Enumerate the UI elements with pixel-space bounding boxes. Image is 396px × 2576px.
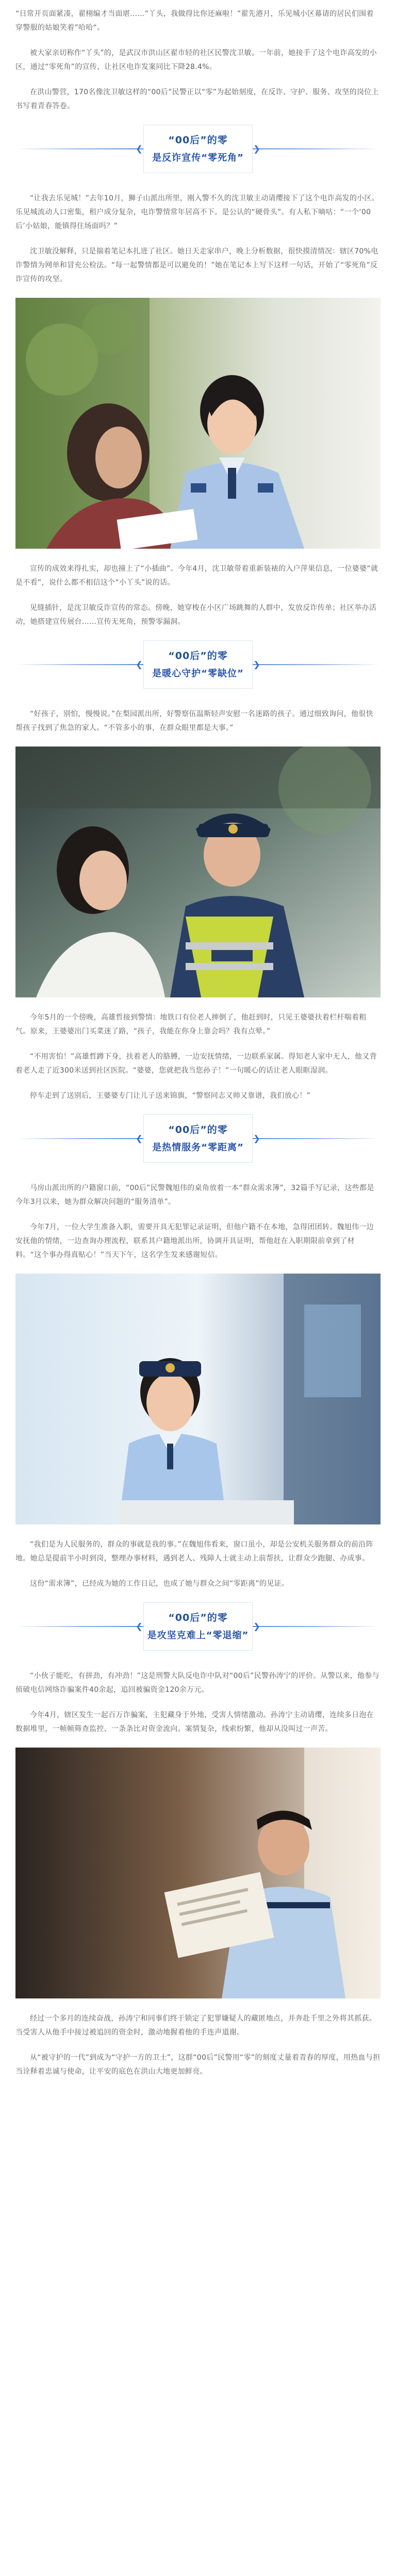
banner-box — [136, 125, 260, 173]
section-1-paragraph: 宣传的成效来得扎实，却也撞上了“小插曲”。今年4月，沈卫敏带着重新装裱的入户萍果信息，一位婆婆“就是不看”，说什么都不相信这个“小丫头”说的话。 — [15, 565, 378, 587]
chevron-right-icon: ❯ — [253, 144, 260, 154]
section-2-paragraph: 停车走到了送别后，王婆婆专门让儿子送来锦旗，“警察同志又帅又靠谱，我们放心！” — [30, 1092, 311, 1100]
intro-paragraph-3: 在洪山警营，170名像沈卫敏这样的“00后”民警正以“零”为起始刻度，在反诈、守护、服务、攻坚的岗位上书写着青春答卷。 — [15, 88, 379, 110]
banner-box — [136, 1602, 260, 1651]
section-1-subtitle: 是反诈宣传“零死角” — [152, 152, 244, 163]
section-4-title: “00后”的零 — [168, 1612, 228, 1623]
section-2-paragraph: “好孩子，别怕，慢慢说。”在梨园派出所，好警察伍温斯轻声安慰一名迷路的孩子。通过细致询问，他很快帮孩子找到了焦急的家人。“不管多小的事，在群众眼里都是大事。” — [15, 710, 373, 732]
photo-illustration — [15, 298, 381, 549]
chevron-left-icon: ❮ — [136, 1621, 143, 1631]
section-4-subtitle: 是攻坚克难上“零退缩” — [147, 1630, 249, 1641]
intro-paragraph-2: 被大家亲切称作“丫头”的，是武汉市洪山区翟市轻的社区民警沈卫敏。一年前，她接手了这个电诈高发的小区，通过“零死角”的宣传，让社区电诈发案同比下降28.4%。 — [15, 49, 377, 71]
section-4-paragraph: 经过一个多月的连续奋战，孙涛宁和同事们终于锁定了犯罪嫌疑人的藏匿地点，并奔赴千里之外将其抓获。当受害人从他手中接过被追回的资金时，激动地握着他的手连声道谢。 — [15, 2014, 377, 2037]
section-3-banner — [15, 1114, 381, 1168]
section-3-paragraph: “我们是为人民服务的，群众的事就是我的事。”在魏旭伟看来，窗口虽小，却是公安机关服务群众的前沿阵地。她总是提前半小时到岗，整理办事材料，遇到老人、残障人士就主动上前帮扶，让群众少跑腿、办成事。 — [15, 1540, 373, 1563]
photo-policeman-with-child — [15, 747, 381, 997]
photo-illustration — [15, 1274, 381, 1524]
section-1-paragraph: 见缝插针，是沈卫敏反诈宣传的常态。傍晚，她穿梭在小区广场跳舞的人群中，发放反诈传单；社区举办活动，她搭建宣传展台……宣传无死角，预警零漏洞。 — [15, 604, 377, 626]
section-4-paragraph: 从“被守护的一代”到成为“守护一方的卫士”，这群“00后”民警用“零”的刻度丈量着青春的厚度，用热血与担当诠释着忠诚与使命，让平安的底色在洪山大地更加鲜亮。 — [15, 2054, 381, 2076]
section-3-subtitle: 是热情服务“零距离” — [152, 1142, 244, 1153]
section-2-title: “00后”的零 — [168, 650, 228, 662]
chevron-right-icon: ❯ — [253, 1133, 260, 1143]
chevron-left-icon: ❮ — [136, 1133, 143, 1143]
section-2-subtitle: 是暖心守护“零缺位” — [152, 668, 244, 679]
banner-box — [136, 1114, 260, 1163]
section-3-paragraph: 这份“需求簿”，已经成为她的工作日记，也成了她与群众之间“零距离”的见证。 — [30, 1580, 289, 1588]
photo-policewoman-at-window — [15, 1274, 381, 1524]
chevron-left-icon: ❮ — [136, 144, 143, 154]
intro-paragraph-1: “日常开页面紧凑，翟栩编才当面堪……”丫头，我做得比你还麻啦！”翟先港月，乐见城小区幕请的居民们围着穿警服的姑娘笑着”哈哈“。 — [15, 10, 374, 32]
photo-illustration — [15, 747, 381, 997]
section-2-banner — [15, 640, 381, 694]
photo-policewoman-with-resident — [15, 298, 381, 549]
section-2-paragraph: “不用害怕！”高雄哲蹲下身，扶着老人的胳膊，一边安抚情绪，一边联系家属。得知老人家中无人，他又背着老人走了近300米送到社区医院。“婆婆，您就把我当您孙子！”一句暖心的话让老人眼眶湿润。 — [15, 1053, 377, 1075]
section-4-banner — [15, 1602, 381, 1656]
section-1-banner — [15, 125, 381, 178]
section-4-paragraph: “小伙子能吃，有拼劲，有冲劲！”这是刑警大队反电诈中队对“00后”民警孙涛宁的评价。从警以来，他参与侦破电信网络诈骗案件40余起，追回被骗资金120余万元。 — [15, 1672, 380, 1694]
section-3-paragraph: 今年7月，一位大学生准备入职，需要开具无犯罪记录证明，但他户籍不在本地，急得团团转。魏旭伟一边安抚他的情绪，一边查询办理流程，联系其户籍地派出所，协调开具证明，帮他赶在入职期限前拿到了材料。“这个事办得真贴心！”当天下午，这名学生发来感谢短信。 — [15, 1223, 374, 1259]
section-1-paragraph: 沈卫敏没解释，只是揣着笔记本扎进了社区。她日天走家串户，晚上分析数据，很快摸清情况：辖区70%电诈警情为网单和冒充公检法。“每一起警情都是可以避免的！”她在笔记本上写下这样一句话，开始了“零死角”反诈宣传的攻坚。 — [15, 247, 378, 283]
photo-illustration — [15, 1748, 381, 1998]
section-3-title: “00后”的零 — [168, 1124, 228, 1136]
photo-policeman-reading-documents — [15, 1748, 381, 1998]
chevron-right-icon: ❯ — [253, 659, 260, 669]
section-4-paragraph: 今年4月，辖区发生一起百万诈骗案，主犯藏身于外地，受害人情绪激动。孙涛宁主动请缨，连续多日泡在数据堆里，一帧帧筛查监控、一条条比对资金流向。案情复杂，线索纷繁，他却从没叫过一声苦。 — [15, 1711, 374, 1733]
section-3-paragraph: 马房山派出所的户籍窗口前，“00后”民警魏旭伟的桌角放着一本“群众需求簿”，32篇手写记录，这些都是今年3月以来，她为群众解决问题的“服务清单”。 — [15, 1184, 374, 1206]
banner-box — [136, 640, 260, 689]
section-1-paragraph: “让我去乐见城！”去年10月，狮子山派出所里，刚入警不久的沈卫敏主动请缨接下了这个电诈高发的小区。乐见城流动人口密集，租户成分复杂，电诈警情常年居高不下。是公认的“硬骨头”。有人私下嘀咕：“一个‘00后’小姑娘，能镇得住场面吗？” — [15, 194, 380, 230]
chevron-left-icon: ❮ — [136, 659, 143, 669]
chevron-right-icon: ❯ — [253, 1621, 260, 1631]
section-2-paragraph: 今年5月的一个傍晚，高雄哲接到警情：地铁口有位老人摔倒了，他赶到时，只见王婆婆扶着栏杆喘着粗气。原来，王婆婆出门买菜迷了路，“孩子，我能在你身上靠会吗？我有点晕。” — [15, 1013, 367, 1036]
section-1-title: “00后”的零 — [168, 134, 228, 146]
